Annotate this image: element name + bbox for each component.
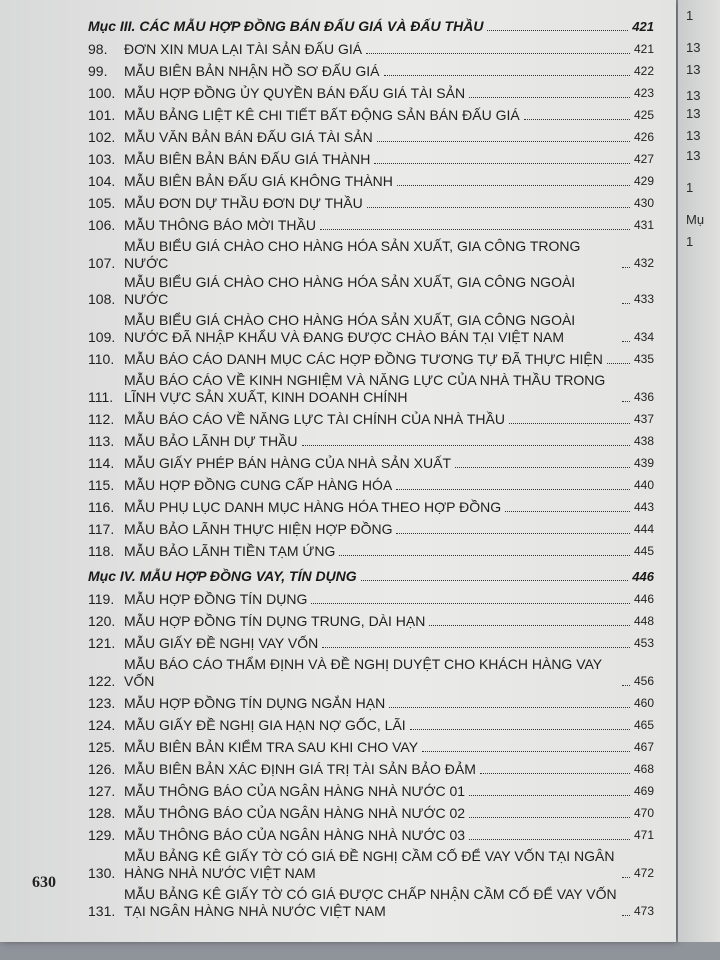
dot-leader — [622, 341, 630, 342]
entry-number: 106. — [88, 217, 116, 233]
entry-title: MẪU BẢO LÃNH TIỀN TẠM ỨNG — [124, 543, 336, 559]
entry-title: MẪU GIẤY PHÉP BÁN HÀNG CỦA NHÀ SẢN XUẤT — [124, 455, 452, 471]
toc-entry — [88, 540, 654, 560]
entry-page: 469 — [633, 784, 654, 798]
entry-page: 444 — [633, 522, 654, 536]
entry-title: MẪU BIÊN BẢN BÁN ĐẤU GIÁ THÀNH — [124, 151, 371, 167]
entry-page: 432 — [633, 256, 654, 270]
entry-page: 425 — [633, 108, 654, 122]
entry-title: MẪU BIỂU GIÁ CHÀO CHO HÀNG HÓA SẢN XUẤT, GIA CÔNG NGOÀI NƯỚC — [124, 274, 576, 307]
table-of-contents — [88, 16, 654, 922]
entry-title: MẪU THÔNG BÁO CỦA NGÂN HÀNG NHÀ NƯỚC 02 — [124, 805, 466, 821]
dot-leader — [384, 75, 630, 76]
entry-number: 120. — [88, 613, 116, 629]
entry-number: 110. — [88, 351, 115, 367]
toc-entry — [88, 474, 654, 494]
entry-page: 427 — [633, 152, 654, 166]
dot-leader — [455, 467, 630, 468]
toc-entry — [88, 214, 654, 234]
entry-number: 104. — [88, 173, 116, 189]
toc-entry — [88, 310, 654, 346]
entry-number: 131. — [88, 903, 116, 919]
entry-title: MẪU BẢO LÃNH DỰ THẦU — [124, 433, 298, 449]
adjacent-page-text: 13 — [686, 148, 701, 163]
entry-number: 99. — [88, 63, 108, 79]
entry-number: 115. — [88, 477, 115, 493]
entry-page: 473 — [633, 904, 654, 918]
adjacent-page-text: 13 — [686, 40, 701, 55]
adjacent-page-text: 1 — [686, 180, 694, 195]
entry-number: 108. — [88, 291, 116, 307]
entry-list — [88, 38, 654, 560]
entry-page: 435 — [633, 352, 654, 366]
entry-page: 433 — [633, 292, 654, 306]
entry-page: 446 — [633, 592, 654, 606]
entry-page: 431 — [633, 218, 654, 232]
entry-number: 100. — [88, 85, 116, 101]
entry-number: 109. — [88, 329, 116, 345]
toc-entry — [88, 104, 654, 124]
entry-title: MẪU BIỂU GIÁ CHÀO CHO HÀNG HÓA SẢN XUẤT, GIA CÔNG NGOÀI NƯỚC ĐÃ NHẬP KHẨU VÀ ĐANG ĐƯỢC CHÀO BÁN TẠI VIỆT NAM — [124, 312, 576, 345]
toc-entry — [88, 692, 654, 712]
toc-entry — [88, 846, 654, 882]
entry-title: MẪU HỢP ĐỒNG ỦY QUYỀN BÁN ĐẤU GIÁ TÀI SẢN — [124, 85, 466, 101]
entry-number: 119. — [88, 591, 115, 607]
entry-title: MẪU BIÊN BẢN XÁC ĐỊNH GIÁ TRỊ TÀI SẢN BẢO ĐẢM — [124, 761, 476, 777]
toc-entry — [88, 802, 654, 822]
entry-number: 121. — [88, 635, 116, 651]
entry-page: 422 — [633, 64, 654, 78]
entry-number: 112. — [88, 411, 115, 427]
dot-leader — [396, 533, 629, 534]
entry-number: 111. — [88, 389, 114, 405]
adjacent-page-text: 1 — [686, 234, 694, 249]
dot-leader — [366, 53, 630, 54]
page-number: 630 — [32, 874, 56, 891]
toc-entry — [88, 654, 654, 690]
dot-leader — [469, 839, 630, 840]
entry-number: 114. — [88, 455, 115, 471]
dot-leader — [339, 555, 630, 556]
entry-page: 468 — [633, 762, 654, 776]
entry-page: 436 — [633, 390, 654, 404]
dot-leader — [389, 707, 630, 708]
entry-number: 102. — [88, 129, 116, 145]
dot-leader — [509, 423, 630, 424]
toc-entry — [88, 274, 654, 308]
dot-leader — [469, 795, 630, 796]
entry-number: 125. — [88, 739, 116, 755]
toc-entry — [88, 452, 654, 472]
adjacent-page-text: 13 — [686, 128, 701, 143]
section-title: Mục IV. MẪU HỢP ĐỒNG VAY, TÍN DỤNG — [88, 568, 357, 584]
toc-entry — [88, 430, 654, 450]
entry-page: 437 — [633, 412, 654, 426]
entry-number: 128. — [88, 805, 116, 821]
entry-page: 460 — [633, 696, 654, 710]
dot-leader — [322, 647, 630, 648]
dot-leader — [487, 30, 628, 31]
entry-title: MẪU BÁO CÁO VỀ NĂNG LỰC TÀI CHÍNH CỦA NHÀ THẦU — [124, 411, 505, 427]
toc-entry — [88, 38, 654, 58]
adjacent-page-text: 13 — [686, 88, 701, 103]
toc-entry — [88, 780, 654, 800]
dot-leader — [607, 363, 630, 364]
toc-entry — [88, 518, 654, 538]
section-heading — [88, 566, 654, 588]
entry-title: MẪU GIẤY ĐỀ NGHỊ VAY VỐN — [124, 635, 319, 651]
entry-title: MẪU BẢO LÃNH THỰC HIỆN HỢP ĐỒNG — [124, 521, 393, 537]
entry-page: 448 — [633, 614, 654, 628]
dot-leader — [469, 97, 630, 98]
dot-leader — [302, 445, 630, 446]
adjacent-page-text: 13 — [686, 62, 701, 77]
entry-title: MẪU BẢNG KÊ GIẤY TỜ CÓ GIÁ ĐỀ NGHỊ CẦM CỐ ĐỂ VAY VỐN TẠI NGÂN HÀNG NHÀ NƯỚC VIỆT NAM — [124, 848, 615, 881]
toc-entry — [88, 148, 654, 168]
dot-leader — [469, 817, 630, 818]
entry-number: 113. — [88, 433, 115, 449]
entry-title: MẪU VĂN BẢN BÁN ĐẤU GIÁ TÀI SẢN — [124, 129, 373, 145]
entry-page: 472 — [633, 866, 654, 880]
entry-page: 440 — [633, 478, 654, 492]
entry-number: 123. — [88, 695, 116, 711]
entry-number: 118. — [88, 543, 115, 559]
toc-entry — [88, 370, 654, 406]
dot-leader — [622, 401, 630, 402]
dot-leader — [377, 141, 630, 142]
entry-page: 453 — [633, 636, 654, 650]
entry-title: MẪU BÁO CÁO VỀ KINH NGHIỆM VÀ NĂNG LỰC CỦA NHÀ THẦU TRONG LĨNH VỰC SẢN XUẤT, KINH DOANH CHÍNH — [124, 372, 606, 405]
entry-number: 130. — [88, 865, 116, 881]
entry-title: MẪU HỢP ĐỒNG TÍN DỤNG TRUNG, DÀI HẠN — [124, 613, 426, 629]
adjacent-page-text: 13 — [686, 106, 701, 121]
entry-page: 467 — [633, 740, 654, 754]
entry-number: 101. — [88, 107, 116, 123]
adjacent-page-text: 1 — [686, 8, 694, 23]
entry-number: 122. — [88, 673, 116, 689]
dot-leader — [480, 773, 630, 774]
dot-leader — [505, 511, 630, 512]
entry-number: 117. — [88, 521, 115, 537]
entry-title: MẪU BÁO CÁO THẨM ĐỊNH VÀ ĐỀ NGHỊ DUYỆT CHO KHÁCH HÀNG VAY VỐN — [124, 656, 602, 689]
dot-leader — [422, 751, 630, 752]
entry-number: 107. — [88, 255, 116, 271]
dot-leader — [622, 915, 630, 916]
dot-leader — [311, 603, 630, 604]
toc-entry — [88, 170, 654, 190]
entry-title: MẪU BIÊN BẢN ĐẤU GIÁ KHÔNG THÀNH — [124, 173, 393, 189]
entry-page: 429 — [633, 174, 654, 188]
entry-page: 470 — [633, 806, 654, 820]
toc-entry — [88, 714, 654, 734]
dot-leader — [397, 185, 630, 186]
dot-leader — [622, 303, 630, 304]
entry-title: MẪU BÁO CÁO DANH MỤC CÁC HỢP ĐỒNG TƯƠNG TỰ ĐÃ THỰC HIỆN — [124, 351, 603, 367]
entry-page: 434 — [633, 330, 654, 344]
entry-page: 426 — [633, 130, 654, 144]
dot-leader — [622, 267, 630, 268]
toc-entry — [88, 610, 654, 630]
entry-number: 98. — [88, 41, 108, 57]
entry-page: 421 — [633, 42, 654, 56]
toc-entry — [88, 736, 654, 756]
dot-leader — [320, 229, 630, 230]
entry-title: MẪU ĐƠN DỰ THẦU ĐƠN DỰ THẦU — [124, 195, 363, 211]
toc-entry — [88, 884, 654, 920]
dot-leader — [622, 685, 630, 686]
entry-number: 105. — [88, 195, 116, 211]
dot-leader — [361, 580, 629, 581]
entry-page: 423 — [633, 86, 654, 100]
toc-entry — [88, 588, 654, 608]
toc-entry — [88, 348, 654, 368]
entry-title: MẪU BIỂU GIÁ CHÀO CHO HÀNG HÓA SẢN XUẤT, GIA CÔNG TRONG NƯỚC — [124, 238, 581, 271]
section-heading — [88, 16, 654, 38]
entry-page: 445 — [633, 544, 654, 558]
entry-title: MẪU BIÊN BẢN KIỂM TRA SAU KHI CHO VAY — [124, 739, 419, 755]
entry-title: ĐƠN XIN MUA LẠI TÀI SẢN ĐẤU GIÁ — [124, 41, 363, 57]
dot-leader — [524, 119, 630, 120]
entry-page: 471 — [633, 828, 654, 842]
dot-leader — [374, 163, 630, 164]
entry-title: MẪU HỢP ĐỒNG TÍN DỤNG NGẮN HẠN — [124, 695, 386, 711]
entry-list — [88, 588, 654, 920]
entry-title: MẪU PHỤ LỤC DANH MỤC HÀNG HÓA THEO HỢP ĐỒNG — [124, 499, 502, 515]
entry-title: MẪU HỢP ĐỒNG TÍN DỤNG — [124, 591, 308, 607]
entry-title: MẪU THÔNG BÁO CỦA NGÂN HÀNG NHÀ NƯỚC 01 — [124, 783, 466, 799]
entry-number: 116. — [88, 499, 115, 515]
toc-entry — [88, 60, 654, 80]
entry-title: MẪU HỢP ĐỒNG CUNG CẤP HÀNG HÓA — [124, 477, 393, 493]
entry-number: 129. — [88, 827, 116, 843]
toc-entry — [88, 408, 654, 428]
toc-entry — [88, 236, 654, 272]
dot-leader — [367, 207, 630, 208]
dot-leader — [622, 877, 630, 878]
entry-page: 456 — [633, 674, 654, 688]
entry-number: 127. — [88, 783, 116, 799]
entry-number: 124. — [88, 717, 116, 733]
section-page: 421 — [632, 19, 654, 34]
entry-title: MẪU THÔNG BÁO MỜI THẦU — [124, 217, 316, 233]
toc-entry — [88, 126, 654, 146]
toc-entry — [88, 496, 654, 516]
entry-title: MẪU BIÊN BẢN NHẬN HỒ SƠ ĐẤU GIÁ — [124, 63, 380, 79]
toc-entry — [88, 824, 654, 844]
entry-title: MẪU BẢNG KÊ GIẤY TỜ CÓ GIÁ ĐƯỢC CHẤP NHẬN CẦM CỐ ĐỂ VAY VỐN TẠI NGÂN HÀNG NHÀ NƯỚC VIỆT NAM — [124, 886, 617, 919]
dot-leader — [410, 729, 630, 730]
dot-leader — [429, 625, 630, 626]
toc-entry — [88, 758, 654, 778]
toc-entry — [88, 82, 654, 102]
toc-entry — [88, 632, 654, 652]
section-title: Mục III. CÁC MẪU HỢP ĐỒNG BÁN ĐẤU GIÁ VÀ ĐẤU THẦU — [88, 18, 484, 34]
entry-title: MẪU GIẤY ĐỀ NGHỊ GIA HẠN NỢ GỐC, LÃI — [124, 717, 406, 733]
adjacent-page-edge — [678, 0, 720, 942]
adjacent-page-text: Mụ — [686, 212, 705, 227]
entry-page: 465 — [633, 718, 654, 732]
entry-page: 443 — [633, 500, 654, 514]
entry-page: 430 — [633, 196, 654, 210]
dot-leader — [396, 489, 630, 490]
entry-number: 126. — [88, 761, 116, 777]
entry-title: MẪU BẢNG LIỆT KÊ CHI TIẾT BẤT ĐỘNG SẢN BÁN ĐẤU GIÁ — [124, 107, 520, 123]
entry-title: MẪU THÔNG BÁO CỦA NGÂN HÀNG NHÀ NƯỚC 03 — [124, 827, 466, 843]
toc-entry — [88, 192, 654, 212]
section-page: 446 — [632, 569, 654, 584]
entry-page: 439 — [633, 456, 654, 470]
entry-page: 438 — [633, 434, 654, 448]
entry-number: 103. — [88, 151, 116, 167]
